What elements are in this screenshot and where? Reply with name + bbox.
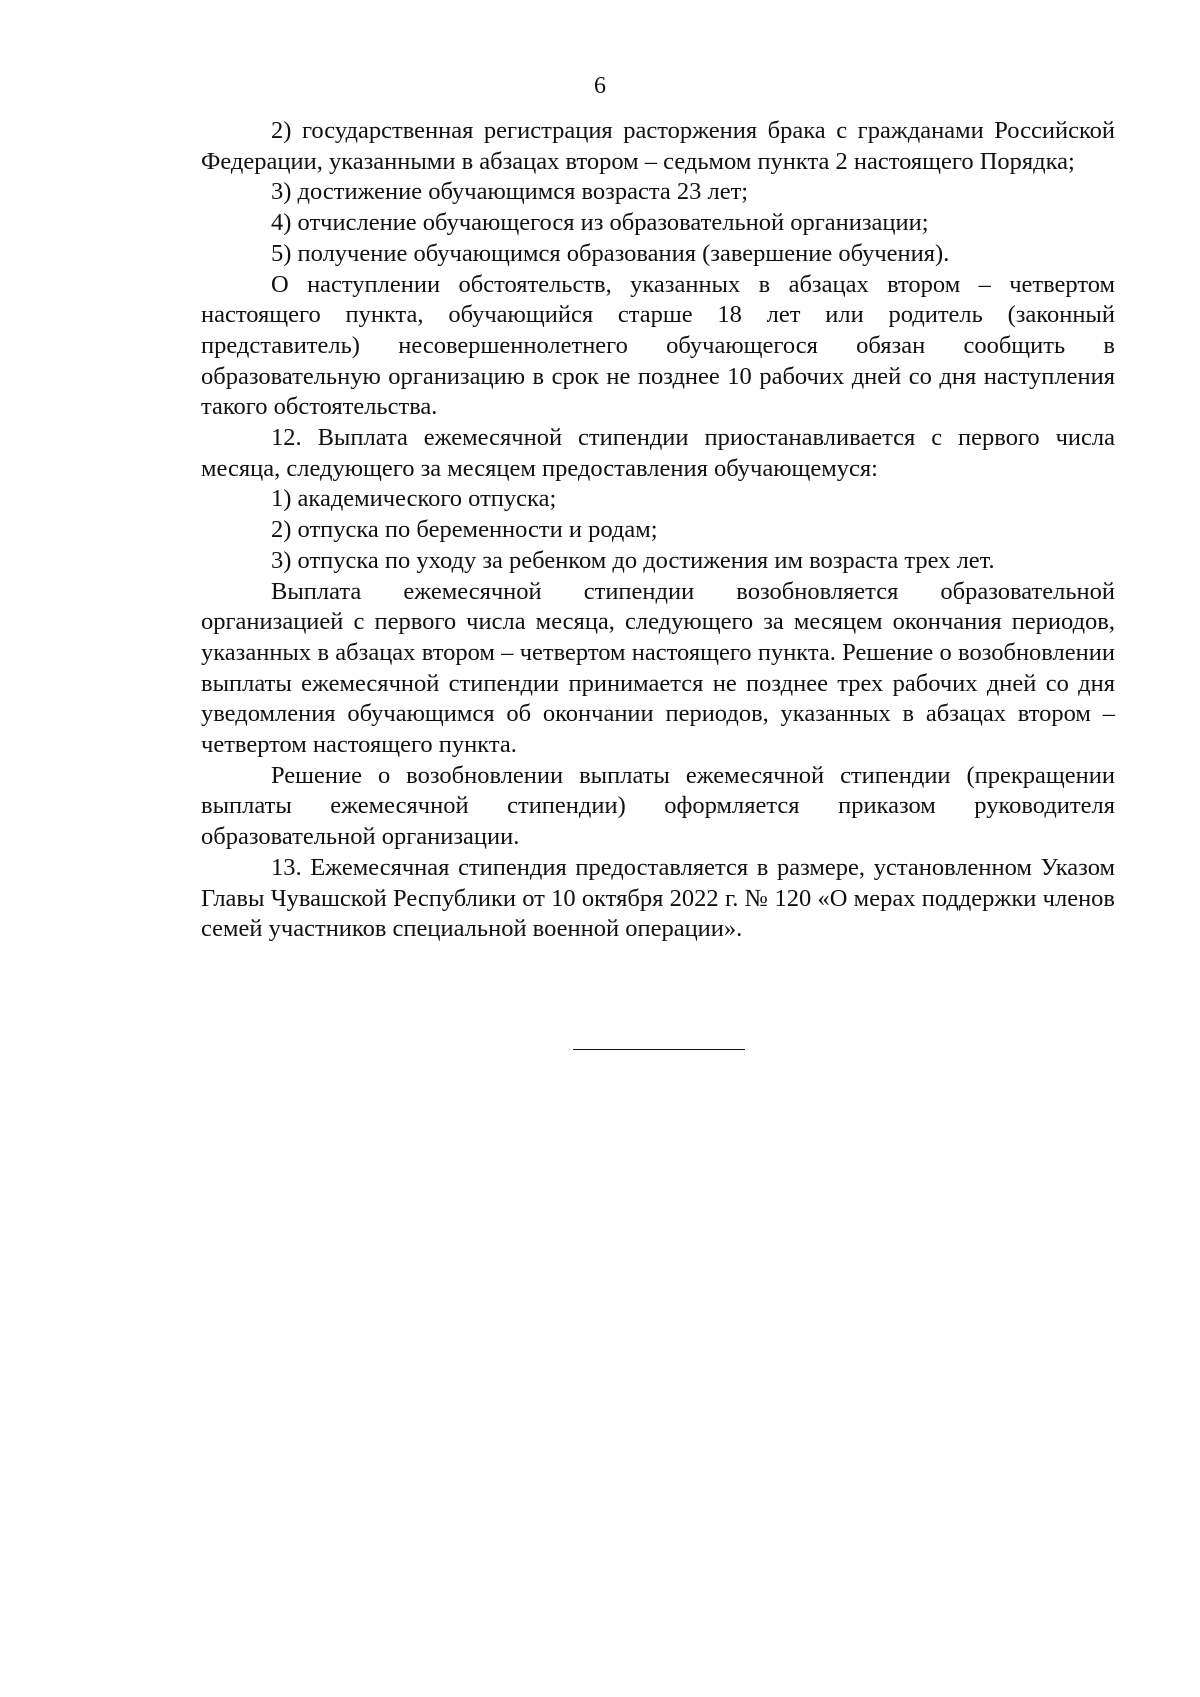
paragraph-clause-12: 12. Выплата ежемесячной стипендии приостанавливается с первого числа месяца, следующего за месяцем предоставления обучающемуся: (201, 424, 1115, 482)
paragraph-notification: О наступлении обстоятельств, указанных в абзацах втором – четвертом настоящего пункта, обучающийся старше 18 лет или родитель (законный представитель) несовершеннолетнего обучающегося обязан сообщить в образовательную организацию в срок не позднее 10 рабочих дней со дня наступления такого обстоятельства. (201, 270, 1115, 421)
paragraph-item-3-age: 3) достижение обучающимся возраста 23 лет; (271, 178, 749, 206)
paragraph-item-1-academic-leave: 1) академического отпуска; (271, 485, 557, 513)
paragraph-order-decision: Решение о возобновлении выплаты ежемесячной стипендии (прекращении выплаты ежемесячной стипендии) оформляется приказом руководителя образовательной организации. (201, 761, 1115, 851)
paragraph-item-4-expulsion: 4) отчисление обучающегося из образовательной организации; (271, 209, 929, 237)
paragraph-clause-13: 13. Ежемесячная стипендия предоставляется в размере, установленном Указом Главы Чувашской Республики от 10 октября 2022 г. № 120 «О мерах поддержки членов семей участников специальной военной операции». (201, 853, 1115, 943)
document-body (201, 116, 1115, 945)
paragraph-item-5-graduation: 5) получение обучающимся образования (завершение обучения). (271, 239, 950, 267)
end-separator-line (573, 1049, 745, 1050)
paragraph-resumption: Выплата ежемесячной стипендии возобновляется образовательной организацией с первого числа месяца, следующего за месяцем окончания периодов, указанных в абзацах втором – четвертом настоящего пункта. Решение о возобновлении выплаты ежемесячной стипендии принимается не позднее трех рабочих дней со дня уведомления обучающимся об окончании периодов, указанных в абзацах втором – четвертом настоящего пункта. (201, 577, 1115, 759)
paragraph-item-2-maternity-leave: 2) отпуска по беременности и родам; (271, 516, 658, 544)
page-number: 6 (594, 73, 606, 99)
paragraph-item-2-divorce: 2) государственная регистрация расторжения брака с гражданами Российской Федерации, указанными в абзацах втором – седьмом пункта 2 настоящего Порядка; (201, 117, 1115, 175)
paragraph-item-3-childcare-leave: 3) отпуска по уходу за ребенком до достижения им возраста трех лет. (271, 546, 995, 574)
